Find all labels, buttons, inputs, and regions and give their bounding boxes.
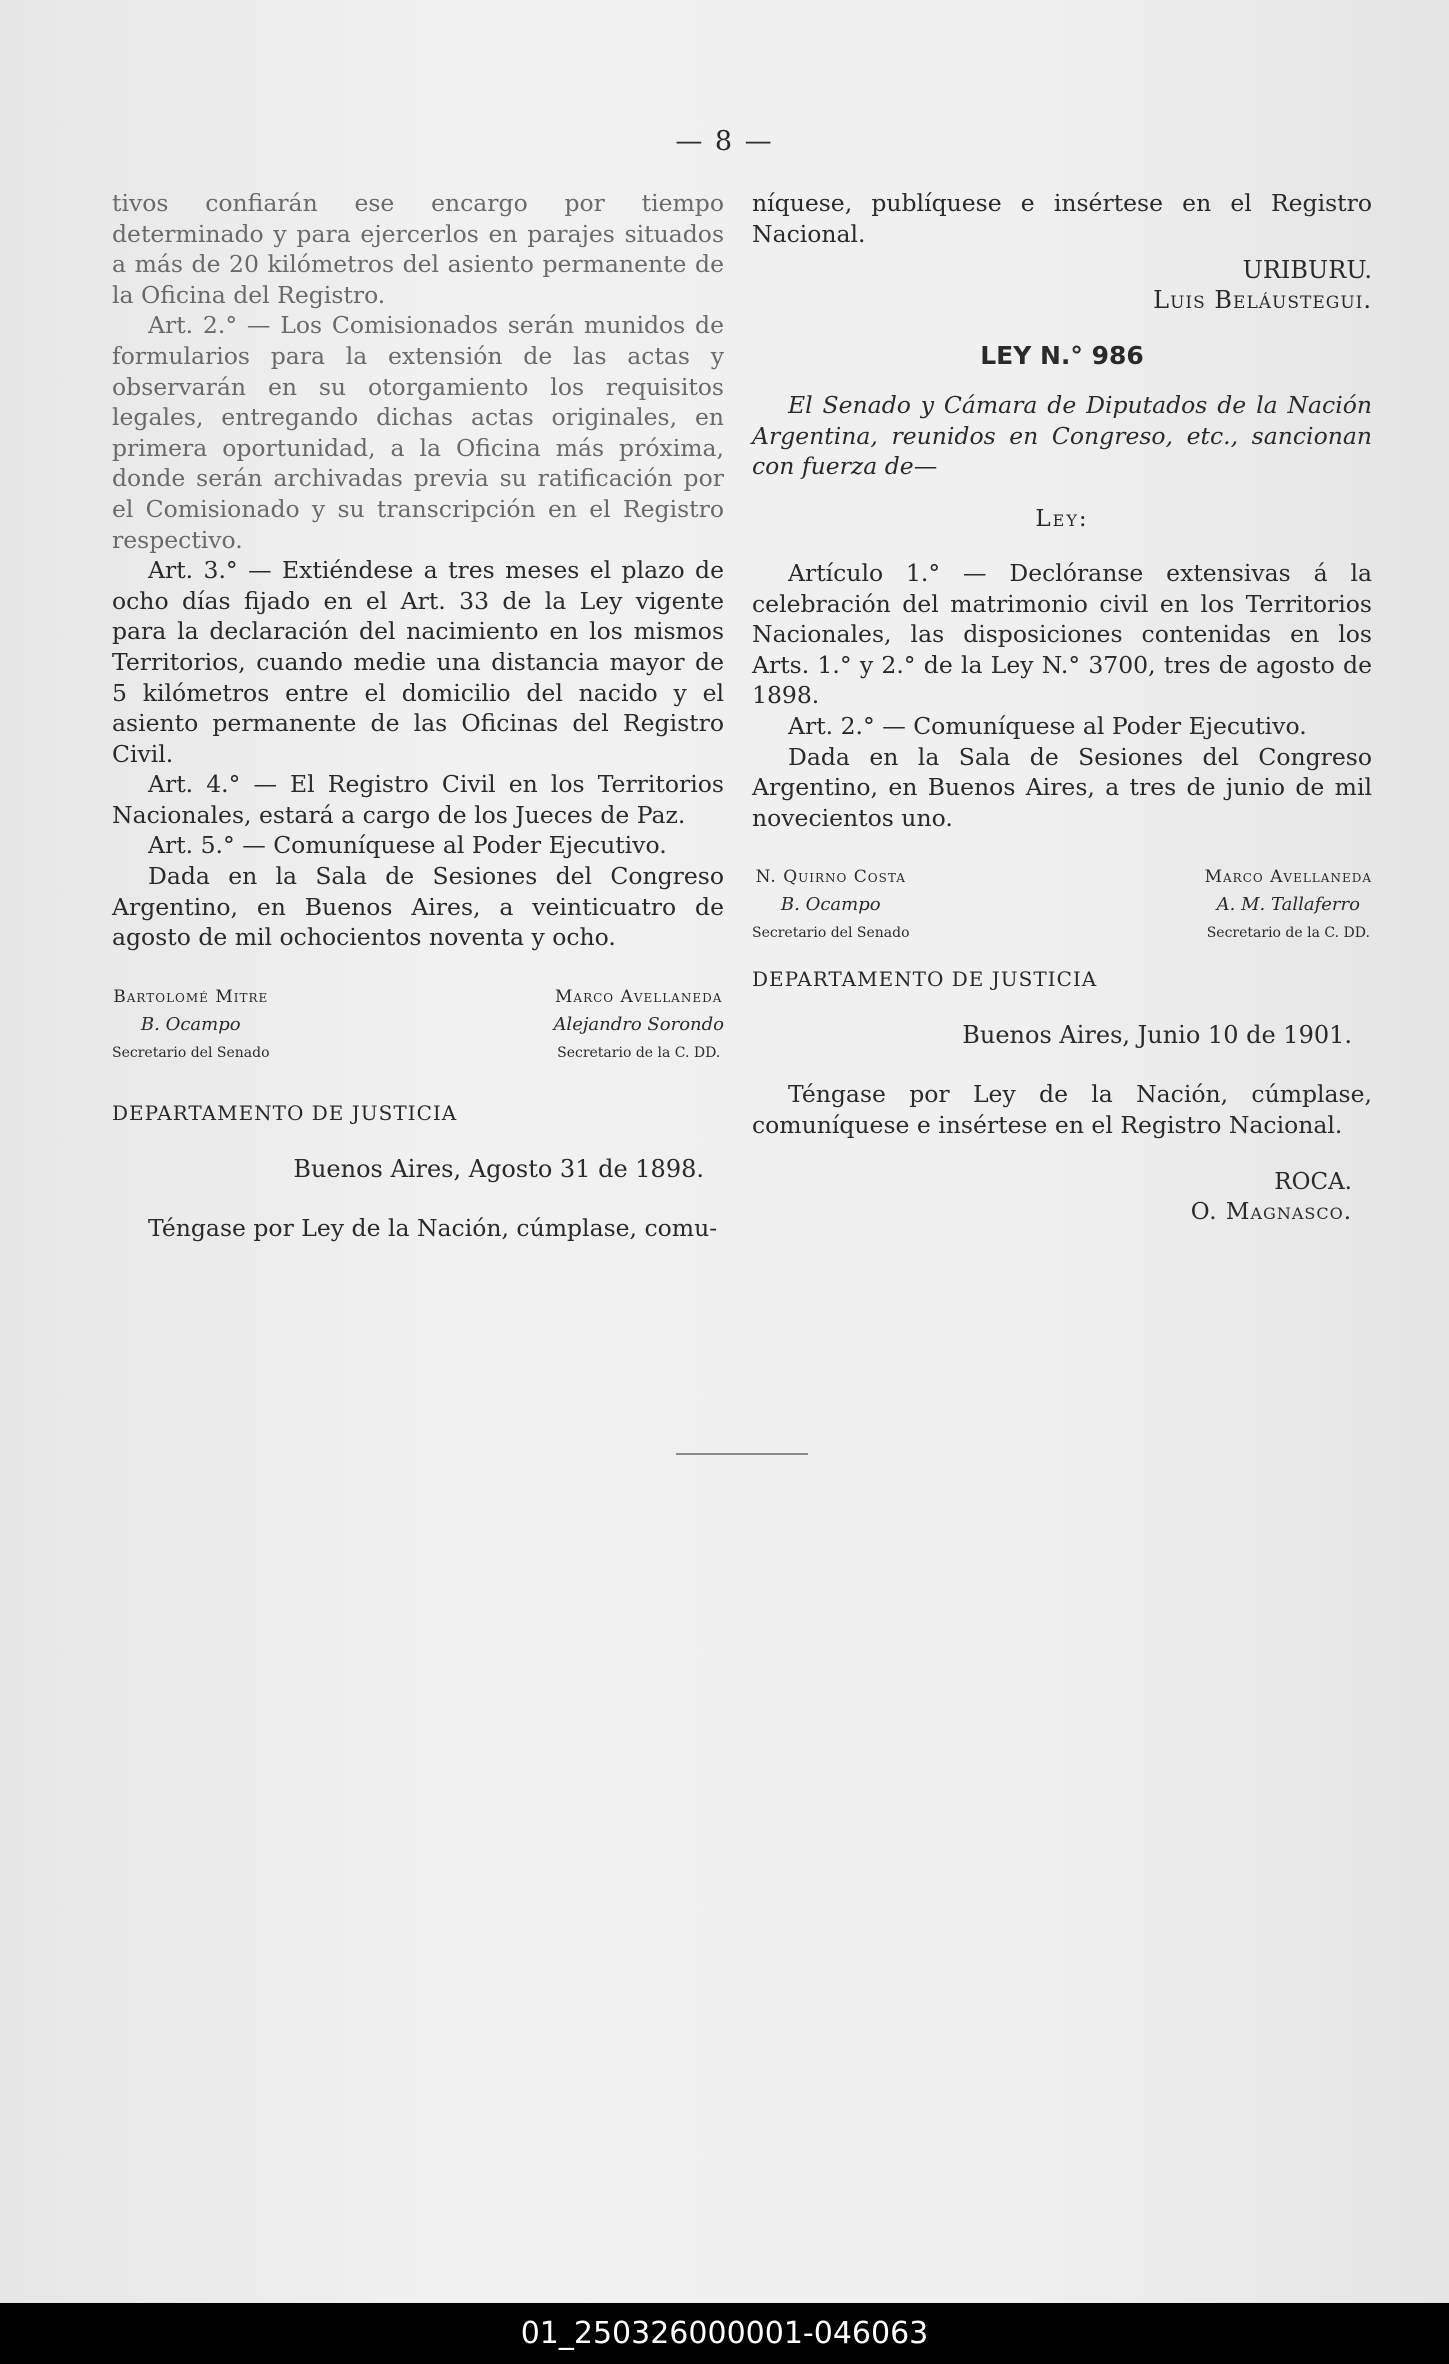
- article-2: Art. 2.° — Comuníquese al Poder Ejecutivo.: [788, 711, 1307, 740]
- article-4: Art. 4.° — El Registro Civil en los Territorios Nacionales, estará a cargo de los Jueces de Paz.: [112, 770, 724, 829]
- signature-uriburu: URIBURU.: [1242, 256, 1372, 285]
- article-3: Art. 3.° — Extiéndese a tres meses el plazo de ocho días fijado en el Art. 33 de la Ley vigente para la declaración del nacimiento en los mismos Territorios, cuando medie una distancia mayor de 5 kilómetros entre el domicilio del nacido y el asiento permanente de las Oficinas del Registro Civil.: [112, 556, 724, 768]
- signature-role: Secretario de la C. DD.: [1206, 925, 1370, 942]
- signature-right: [553, 983, 724, 1067]
- paragraph: tivos confiarán ese encargo por tiempo determinado y para ejercerlos en parajes situados a más de 20 kilómetros del asiento permanente de la Oficina del Registro.: [112, 189, 724, 309]
- signature-role: Secretario del Senado: [112, 1044, 270, 1061]
- signature-name: N. Quirno Costa: [755, 867, 906, 888]
- signatures: [112, 983, 724, 1067]
- signature-right: [1205, 863, 1372, 947]
- signature-signer: B. Ocampo: [140, 1013, 241, 1035]
- article-1: Artículo 1.° — Declóranse extensivas á la celebración del matrimonio civil en los Territorios Nacionales, las disposiciones contenidas en los Arts. 1.° y 2.° de la Ley N.° 3700, tres de agosto de 1898.: [752, 558, 1372, 710]
- signature-name: Marco Avellaneda: [555, 986, 723, 1007]
- signature-belaustegui: Luis Beláustegui.: [1153, 286, 1372, 315]
- signature-left: [752, 863, 910, 947]
- department-heading: DEPARTAMENTO DE JUSTICIA: [112, 1100, 458, 1125]
- date-line: Buenos Aires, Junio 10 de 1901.: [962, 1021, 1352, 1050]
- left-column: [112, 188, 724, 1243]
- signature-name: Bartolomé Mitre: [113, 986, 269, 1007]
- paragraph: níquese, publíquese e insértese en el Registro Nacional.: [752, 189, 1372, 248]
- closing-paragraph: Téngase por Ley de la Nación, cúmplase, comu-: [148, 1213, 718, 1242]
- article-2: Art. 2.° — Los Comisionados serán munidos de formularios para la extensión de las actas y observarán en su otorgamiento los requisitos legales, entregando dichas actas originales, en primera oportunidad, a la Oficina más próxima, donde serán archivadas previa su ratificación por el Comisionado y su transcripción en el Registro respectivo.: [112, 311, 724, 554]
- ley-heading: Ley:: [1035, 505, 1089, 532]
- dada-paragraph: Dada en la Sala de Sesiones del Congreso Argentino, en Buenos Aires, a tres de junio de mil novecientos uno.: [752, 742, 1372, 832]
- signature-signer: A. M. Tallaferro: [1216, 894, 1360, 916]
- signature-signer: B. Ocampo: [780, 894, 881, 916]
- right-column: [752, 188, 1372, 1227]
- footer-id-bar: 01_250326000001-046063: [0, 2303, 1449, 2364]
- law-title: LEY N.° 986: [980, 341, 1144, 371]
- closing-paragraph: Téngase por Ley de la Nación, cúmplase, comuníquese e insértese en el Registro Nacional.: [752, 1080, 1372, 1139]
- signature-left: [112, 983, 270, 1067]
- article-5: Art. 5.° — Comuníquese al Poder Ejecutivo.: [148, 831, 667, 860]
- signature-roca: ROCA.: [1274, 1168, 1352, 1195]
- signature-role: Secretario del Senado: [752, 925, 910, 942]
- divider-rule: [676, 1453, 808, 1455]
- signatures: [752, 863, 1372, 947]
- date-line: Buenos Aires, Agosto 31 de 1898.: [293, 1154, 704, 1183]
- department-heading: DEPARTAMENTO DE JUSTICIA: [752, 967, 1098, 992]
- signature-signer: Alejandro Sorondo: [553, 1013, 724, 1035]
- signature-role: Secretario de la C. DD.: [557, 1044, 721, 1061]
- signature-name: Marco Avellaneda: [1204, 867, 1372, 888]
- signature-magnasco: O. Magnasco.: [1190, 1198, 1352, 1225]
- dada-paragraph: Dada en la Sala de Sesiones del Congreso Argentino, en Buenos Aires, a veinticuatro de agosto de mil ochocientos noventa y ocho.: [112, 862, 724, 952]
- preamble: El Senado y Cámara de Diputados de la Nación Argentina, reunidos en Congreso, etc., sancionan con fuerza de—: [752, 391, 1372, 481]
- page-number: — 8 —: [675, 126, 774, 157]
